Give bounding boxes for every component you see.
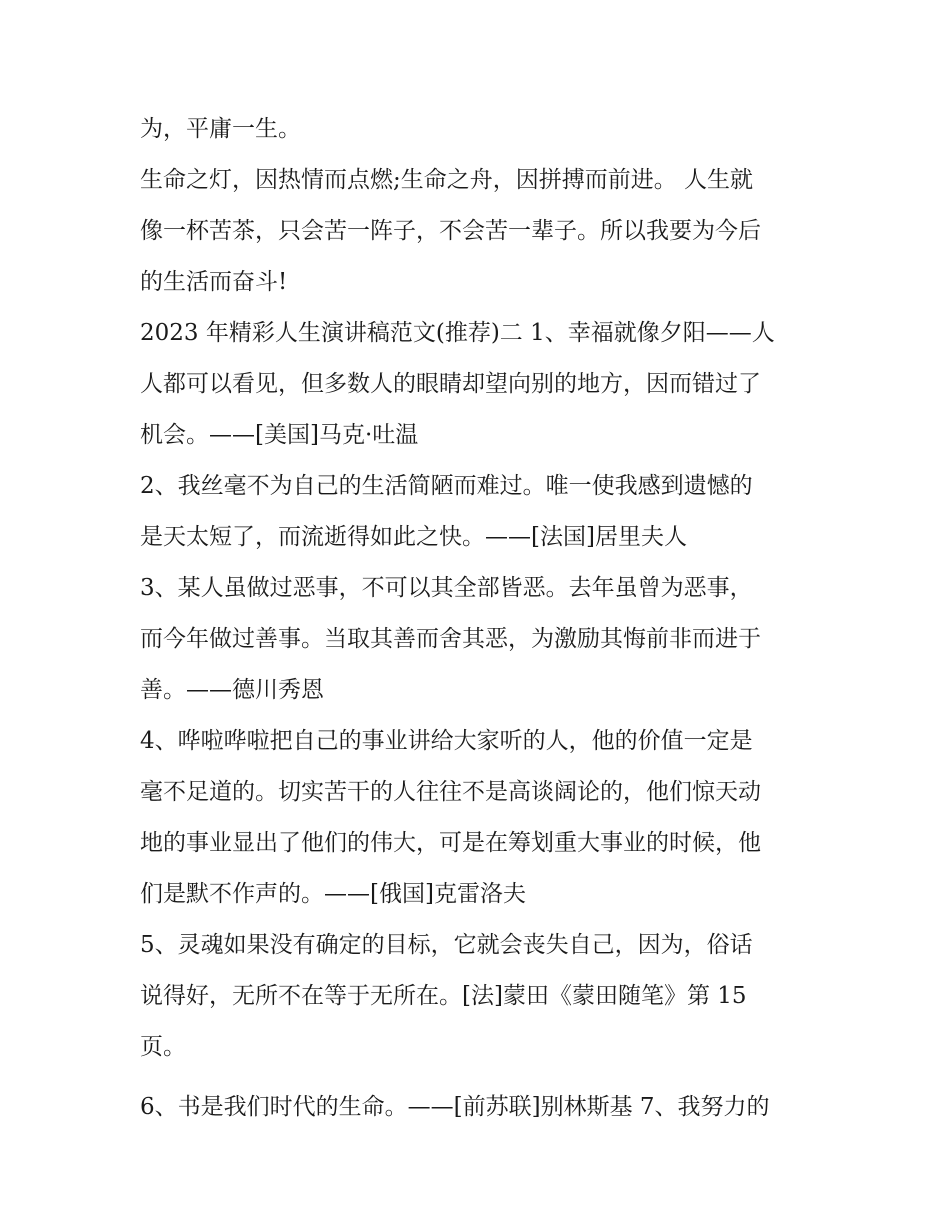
text-line: 们是默不作声的。——[俄国]克雷洛夫 <box>140 881 526 907</box>
text-line: 机会。——[美国]马克·吐温 <box>140 422 419 448</box>
text-line: 地的事业显出了他们的伟大，可是在筹划重大事业的时候，他 <box>140 830 761 856</box>
text-line: 2023 年精彩人生演讲稿范文(推荐)二 1、幸福就像夕阳——人 <box>140 320 775 346</box>
text-line: 人都可以看见，但多数人的眼睛却望向别的地方，因而错过了 <box>140 371 761 397</box>
text-line: 4、哗啦哗啦把自己的事业讲给大家听的人，他的价值一定是 <box>140 728 753 754</box>
text-line: 页。 <box>140 1034 186 1060</box>
text-line: 5、灵魂如果没有确定的目标，它就会丧失自己，因为，俗话 <box>140 932 753 958</box>
text-line: 毫不足道的。切实苦干的人往往不是高谈阔论的，他们惊天动 <box>140 779 761 805</box>
text-line: 而今年做过善事。当取其善而舍其恶，为激励其悔前非而进于 <box>140 626 761 652</box>
text-line: 的生活而奋斗! <box>140 269 288 295</box>
text-line: 善。——德川秀恩 <box>140 677 324 703</box>
text-line: 像一杯苦茶，只会苦一阵子，不会苦一辈子。所以我要为今后 <box>140 218 761 244</box>
text-line: 6、书是我们时代的生命。——[前苏联]别林斯基 7、我努力的 <box>140 1094 770 1120</box>
text-line: 2、我丝毫不为自己的生活简陋而难过。唯一使我感到遗憾的 <box>140 473 753 499</box>
text-line: 为，平庸一生。 <box>140 116 301 142</box>
text-line: 3、某人虽做过恶事，不可以其全部皆恶。去年虽曾为恶事， <box>140 575 753 601</box>
text-line: 生命之灯，因热情而点燃;生命之舟，因拼搏而前进。 人生就 <box>140 167 754 193</box>
text-line: 说得好，无所不在等于无所在。[法]蒙田《蒙田随笔》第 15 <box>140 983 747 1009</box>
paragraph-gap <box>140 1073 820 1082</box>
document-body <box>140 104 820 1133</box>
text-line: 是天太短了，而流逝得如此之快。——[法国]居里夫人 <box>140 524 687 550</box>
